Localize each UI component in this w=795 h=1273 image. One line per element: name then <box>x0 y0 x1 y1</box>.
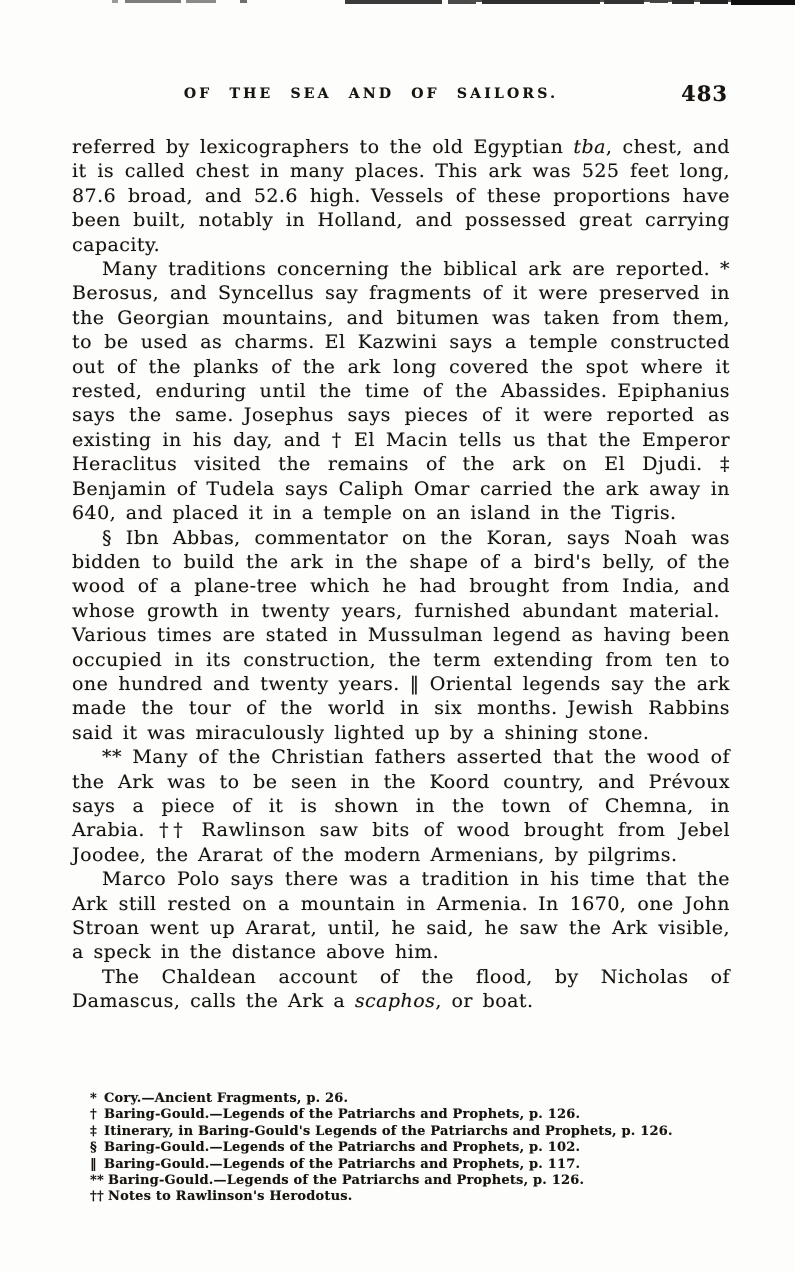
text-run: Marco Polo says there was a tradition in his time that the Ark still rested on a mountain in Armenia. In 1670, one John Stroan went up Ararat, until, he said, he saw the Ark visible, a speck in the distance above him. <box>72 868 730 964</box>
footnote-marker: † <box>90 1107 97 1123</box>
footnote-text: Baring-Gould.—Legends of the Patriarchs and Prophets, p. 126. <box>108 1173 585 1189</box>
footnote-6 <box>90 1173 738 1189</box>
paragraph-6 <box>72 965 730 1014</box>
paragraph-1 <box>72 135 730 257</box>
footnote-text: Baring-Gould.—Legends of the Patriarchs and Prophets, p. 102. <box>104 1140 581 1156</box>
footnote-5 <box>90 1157 738 1173</box>
paragraph-3 <box>72 526 730 746</box>
footnote-2 <box>90 1107 738 1123</box>
text-run: The Chaldean account of the flood, by Nicholas of Damascus, calls the Ark a <box>72 965 730 1013</box>
footnote-7 <box>90 1189 738 1205</box>
footnote-text: Notes to Rawlinson's Herodotus. <box>108 1189 353 1205</box>
footnote-marker: ‖ <box>90 1156 97 1172</box>
footnote-text: Baring-Gould.—Legends of the Patriarchs and Prophets, p. 126. <box>104 1107 581 1123</box>
running-title: OF THE SEA AND OF SAILORS. <box>183 86 559 102</box>
italic-term: scaphos <box>354 990 436 1013</box>
footnote-text: Baring-Gould.—Legends of the Patriarchs and Prophets, p. 117. <box>104 1156 581 1172</box>
text-run: , or boat. <box>435 990 534 1013</box>
footnote-marker: § <box>90 1140 97 1156</box>
footnote-text: Cory.—Ancient Fragments, p. 26. <box>104 1091 349 1106</box>
paragraph-5 <box>72 867 730 965</box>
footnote-marker: †† <box>90 1189 104 1205</box>
paragraph-2 <box>72 257 730 525</box>
scan-artifact-top-edge <box>0 0 795 10</box>
footnote-marker: ‡ <box>90 1123 97 1139</box>
footnote-4 <box>90 1140 738 1156</box>
footnote-1 <box>90 1091 738 1107</box>
text-run: ** Many of the Christian fathers asserted that the wood of the Ark was to be seen in the Koord country, and Prévoux says a piece of it is shown in the town of Chemna, in Arabia. †† Rawlinson saw bits of wood brought from Jebel Joodee, the Ararat of the modern Armenians, by pilgrims. <box>72 746 730 866</box>
footnote-text: Itinerary, in Baring-Gould's Legends of the Patriarchs and Prophets, p. 126. <box>104 1123 673 1139</box>
text-run: , chest, and it is called chest in many places. This ark was 525 feet long, 87.6 broad, and 52.6 high. Vessels of these proportions have been built, notably in Holland, and possessed great carrying capacity. <box>72 136 730 256</box>
text-run: § Ibn Abbas, commentator on the Koran, says Noah was bidden to build the ark in the shape of a bird's belly, of the wood of a plane-tree which he had brought from India, and whose growth in twenty years, furnished abundant material. Various times are stated in Mussulman legend as having been occupied in its construction, the term extending from ten to one hundred and twenty years. ‖ Oriental legends say the ark made the tour of the world in six months. Jewish Rabbins said it was miraculously lighted up by a shining stone. <box>72 526 730 744</box>
footnotes-block <box>90 1091 738 1206</box>
footnote-3 <box>90 1124 738 1140</box>
footnote-marker: * <box>90 1091 97 1106</box>
text-run: referred by lexicographers to the old Egyptian <box>72 136 574 158</box>
italic-term: tba <box>573 136 606 158</box>
body-text <box>72 135 730 1014</box>
text-run: Many traditions concerning the biblical ark are reported. * Berosus, and Syncellus say fragments of it were preserved in the Georgian mountains, and bitumen was taken from them, to be used as charms. El Kazwini says a temple constructed out of the planks of the ark long covered the spot where it rested, enduring until the time of the Abassides. Epiphanius says the same. Josephus says pieces of it were reported as existing in his day, and † El Macin tells us that the Emperor Heraclitus visited the remains of the ark on El Djudi. ‡ Benjamin of Tudela says Caliph Omar carried the ark away in 640, and placed it in a temple on an island in the Tigris. <box>72 258 730 525</box>
paragraph-4 <box>72 745 730 867</box>
page-header <box>72 81 730 112</box>
page-number: 483 <box>681 81 728 106</box>
footnote-marker: ** <box>90 1173 104 1189</box>
